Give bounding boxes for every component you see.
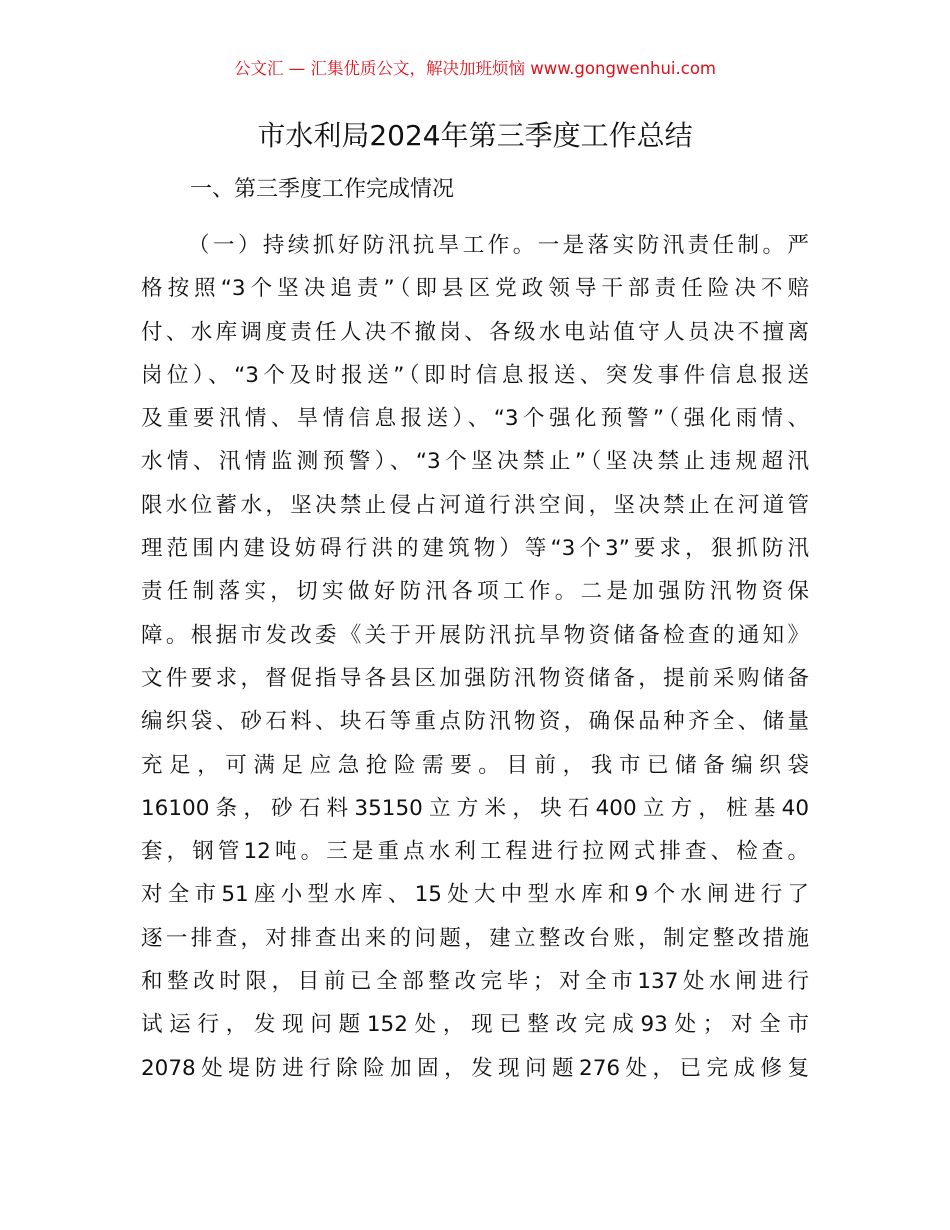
paragraph-line: 责任制落实，切实做好防汛各项工作。二是加强防汛物资保 (141, 579, 809, 605)
paragraph-line: 障。根据市发改委《关于开展防汛抗旱物资储备检查的通知》 (141, 622, 809, 648)
paragraph-line: 水情、汛情监测预警）、“3个坚决禁止”（坚决禁止违规超汛 (141, 449, 809, 475)
paragraph-line: 岗位）、“3个及时报送”（即时信息报送、突发事件信息报送 (141, 362, 809, 388)
paragraph-line: 限水位蓄水，坚决禁止侵占河道行洪空间，坚决禁止在河道管 (141, 492, 809, 518)
paragraph-line: 对全市51座小型水库、15处大中型水库和9个水闸进行了 (141, 882, 809, 908)
paragraph-line: 套，钢管12吨。三是重点水利工程进行拉网式排查、检查。 (141, 839, 809, 865)
paragraph-line: 和整改时限，目前已全部整改完毕；对全市137处水闸进行 (141, 969, 809, 995)
site-banner: 公文汇 — 汇集优质公文，解决加班烦恼 www.gongwenhui.com (233, 59, 717, 78)
page-title: 市水利局2024年第三季度工作总结 (257, 119, 693, 152)
paragraph-line: 及重要汛情、旱情信息报送）、“3个强化预警”（强化雨情、 (141, 406, 809, 432)
paragraph-line: 文件要求，督促指导各县区加强防汛物资储备，提前采购储备 (141, 665, 809, 691)
paragraph-line: 试运行，发现问题152处，现已整改完成93处；对全市 (141, 1012, 809, 1038)
paragraph-line: 编织袋、砂石料、块石等重点防汛物资，确保品种齐全、储量 (141, 709, 809, 735)
paragraph-line: 格按照“3个坚决追责”（即县区党政领导干部责任险决不赔 (141, 276, 809, 302)
paragraph-line: 16100条，砂石料35150立方米，块石400立方，桩基40 (141, 795, 809, 821)
section-heading: 一、第三季度工作完成情况 (190, 177, 455, 202)
paragraph-line: 2078处堤防进行除险加固，发现问题276处，已完成修复 (141, 1055, 809, 1081)
paragraph-line: 逐一排查，对排查出来的问题，建立整改台账，制定整改措施 (141, 925, 809, 951)
paragraph-line: （一）持续抓好防汛抗旱工作。一是落实防汛责任制。严 (188, 233, 809, 258)
paragraph-line: 付、水库调度责任人决不撤岗、各级水电站值守人员决不擅离 (141, 319, 809, 345)
paragraph-line: 充足，可满足应急抢险需要。目前，我市已储备编织袋 (141, 752, 809, 778)
paragraph-line: 理范围内建设妨碍行洪的建筑物）等“3个3”要求，狠抓防汛 (141, 536, 809, 562)
body-paragraph (141, 224, 809, 1090)
